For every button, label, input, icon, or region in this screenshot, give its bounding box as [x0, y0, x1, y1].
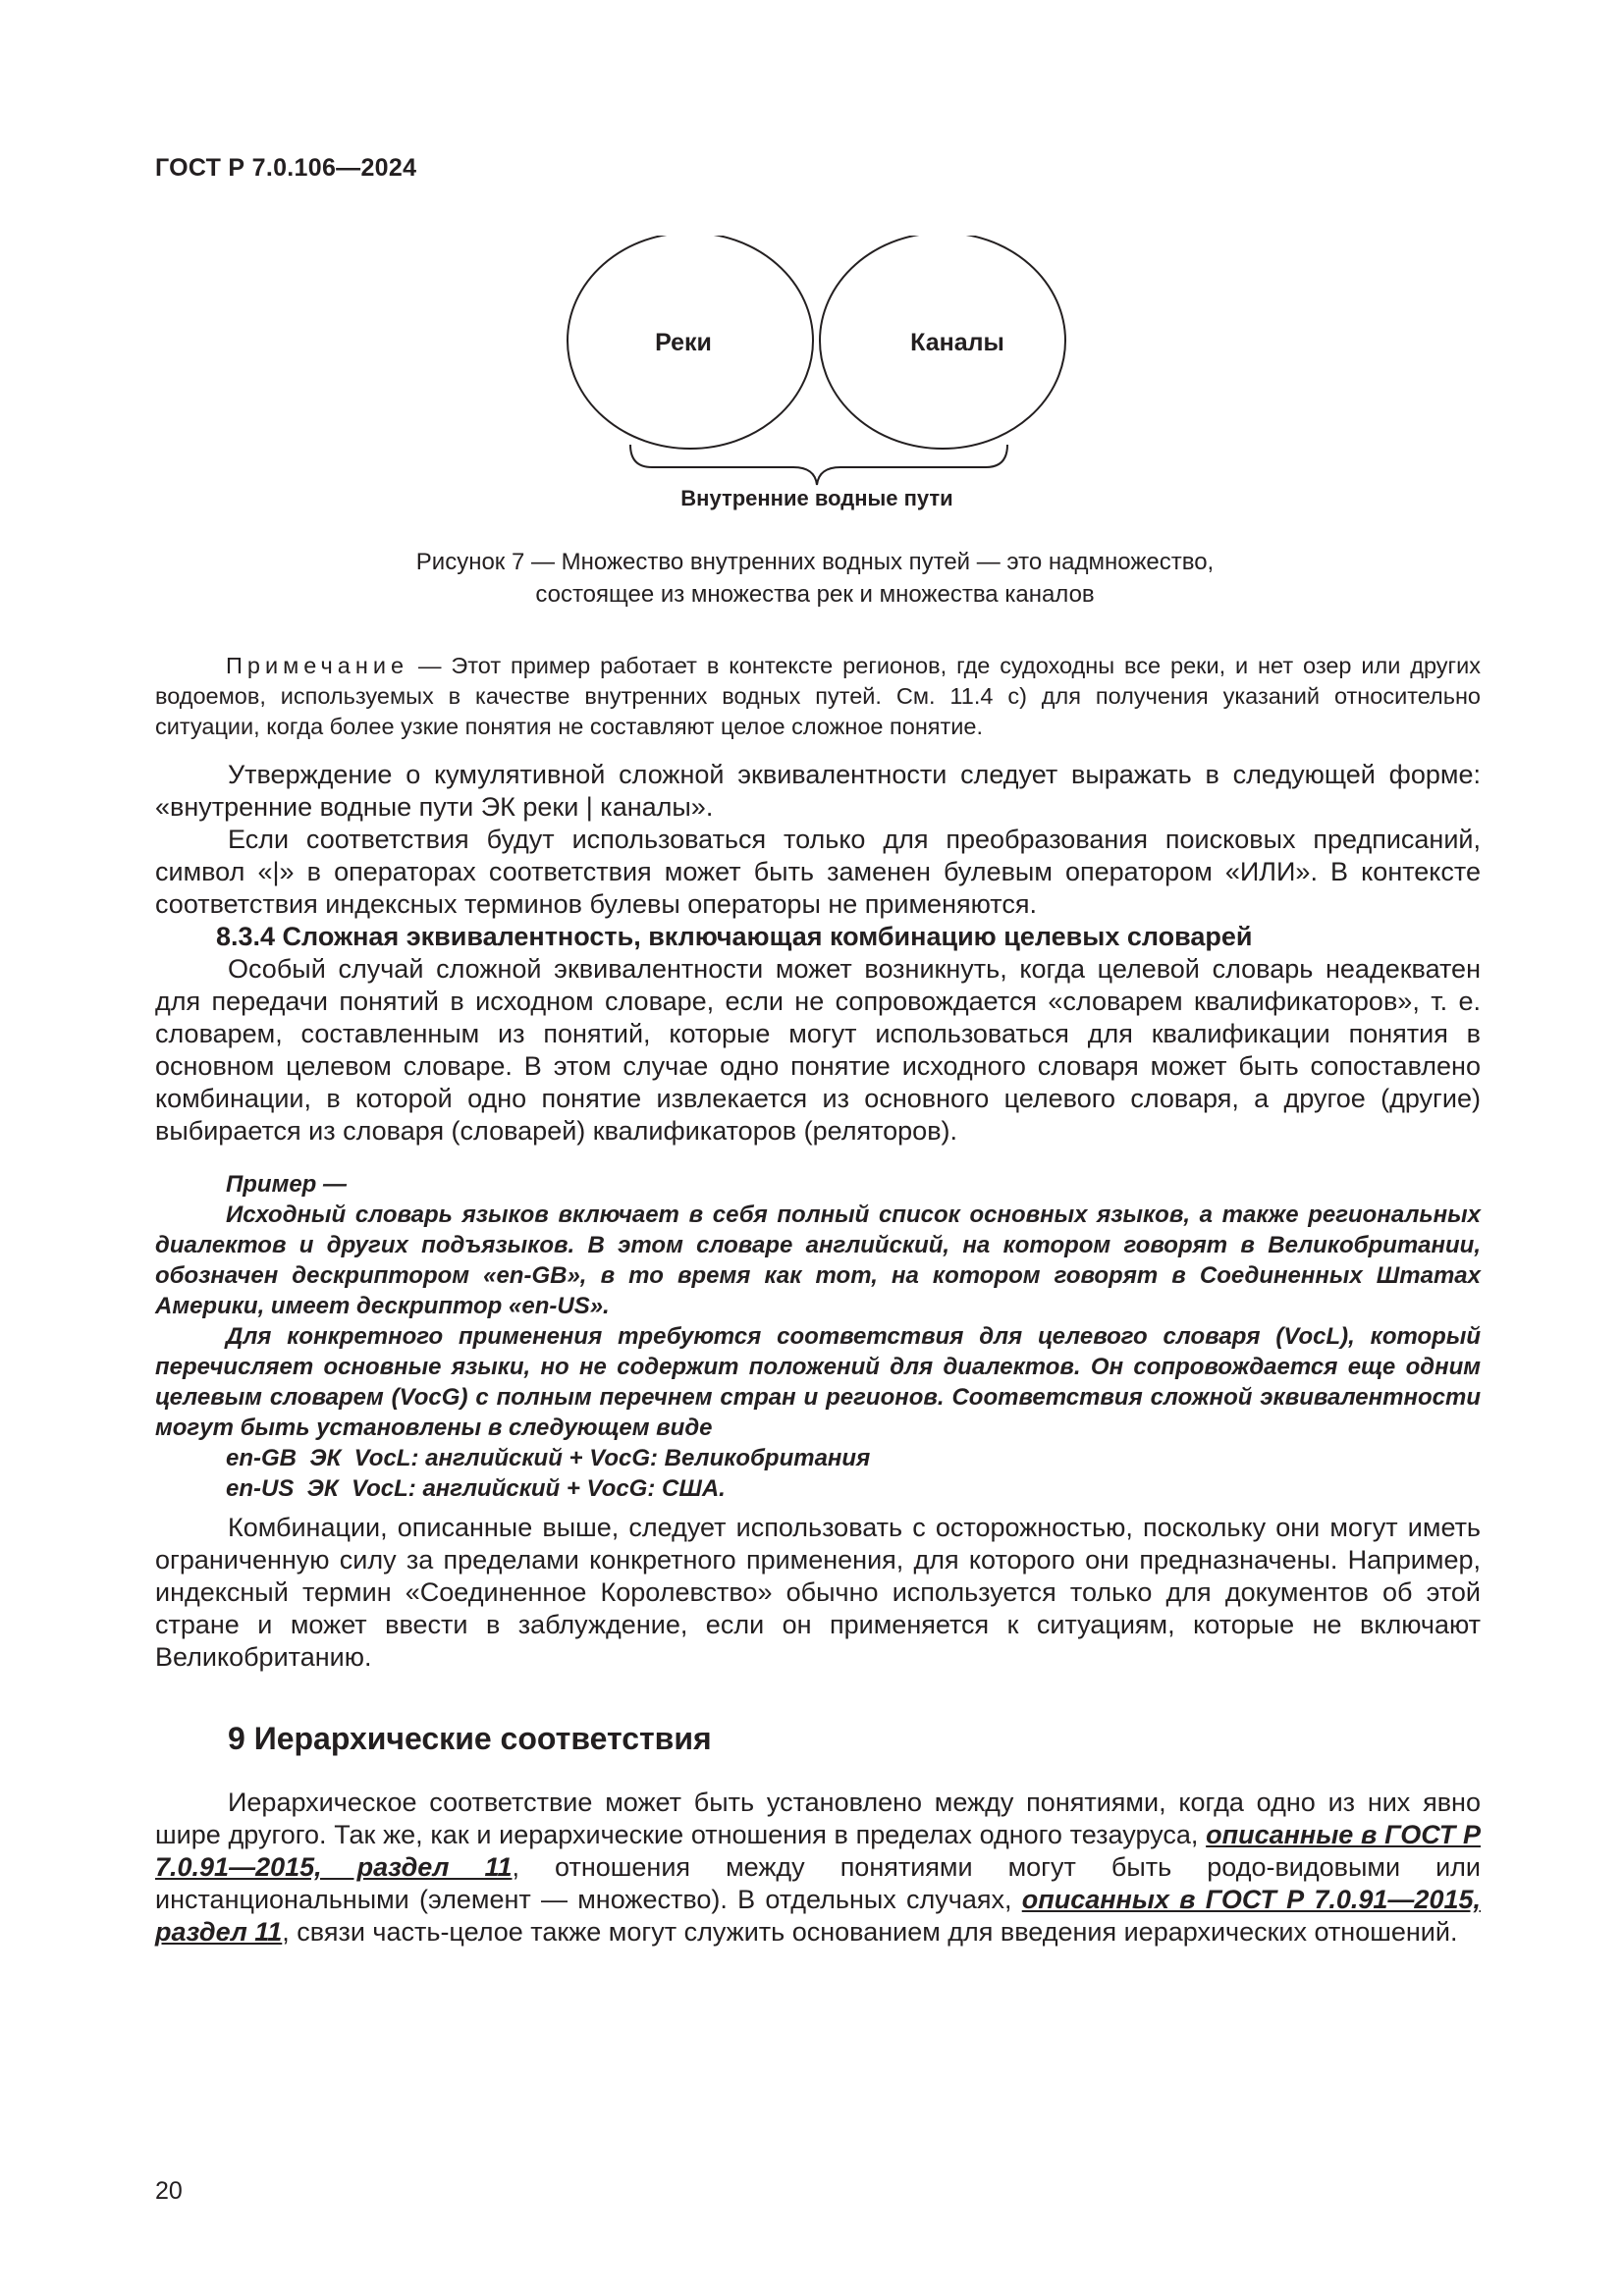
caption-line-2: состоящее из множества рек и множества каналов: [535, 581, 1095, 608]
example-paragraph-1: Исходный словарь языков включает в себя полный список основных языков, а также региональных диалектов и других подъязыков. В этом словаре английский, на котором говорят в Великобритании, обозначен дескриптором «en-GB», в то время как тот, на котором говорят в Соединенных Штатах Америки, имеет дескриптор «en-US».: [155, 1201, 1481, 1319]
rivers-label: Реки: [655, 329, 712, 356]
example-mapping-en-gb: en-GB ЭК VocL: английский + VocG: Великобритания: [226, 1445, 871, 1471]
section9-text-c: , связи часть-целое также могут служить основанием для введения иерархических отношений.: [282, 1917, 1458, 1947]
note-label: Примечание: [226, 653, 409, 678]
paragraph-cumulative-equivalence: Утверждение о кумулятивной сложной эквивалентности следует выражать в следующей форме: «внутренние водные пути ЭК реки | каналы».: [155, 760, 1481, 822]
body-after-example: [155, 1512, 1481, 1674]
paragraph-special-case: Особый случай сложной эквивалентности может возникнуть, когда целевой словарь неадекватен для передачи понятий в исходном словаре, если не сопровождается «словарем квалификаторов», т. е. словарем, составленным из понятий, которые могут использоваться для квалификации понятия в основном целевом словаре. В этом случае одно понятие исходного словаря может быть сопоставлено комбинации, в которой одно понятие извлекается из основного целевого словаря, а другое (другие) выбирается из словаря (словарей) квалификаторов (реляторов).: [155, 954, 1481, 1146]
example-block: [155, 1169, 1481, 1504]
inland-waterways-label: Внутренние водные пути: [680, 486, 953, 510]
note-text: — Этот пример работает в контексте регионов, где судоходны все реки, и нет озер или других водоемов, используемых в качестве внутренних водных путей. См. 11.4 с) для получения указаний относительно ситуации, когда более узкие понятия не составляют целое сложное понятие.: [155, 653, 1481, 739]
body-section-8-3: [155, 759, 1481, 1148]
canals-label: Каналы: [910, 329, 1004, 356]
page-number: 20: [155, 2177, 183, 2205]
subsection-heading-8-3-4: 8.3.4 Сложная эквивалентность, включающая комбинацию целевых словарей: [216, 922, 1253, 951]
grouping-brace: [630, 445, 1007, 485]
figure-caption: [295, 546, 1335, 611]
reference-link-gost-2[interactable]: описанных в ГОСТ Р 7.0.91—2015, раздел 11: [155, 1885, 1481, 1947]
body-section-9: [155, 1787, 1481, 1949]
example-paragraph-2: Для конкретного применения требуются соответствия для целевого словаря (VocL), который перечисляет основные языки, но не содержит положений для диалектов. Он сопровождается еще одним целевым словарем (VocG) с полным перечнем стран и регионов. Соответствия сложной эквивалентности могут быть установлены в следующем виде: [155, 1323, 1481, 1441]
reference-link-gost-1[interactable]: описанные в ГОСТ Р 7.0.91—2015, раздел 11: [155, 1820, 1481, 1882]
figure-7-diagram: [550, 236, 1080, 520]
note-block: [155, 651, 1481, 742]
section-9-heading: 9 Иерархические соответствия: [228, 1721, 712, 1756]
example-label: Пример —: [226, 1171, 348, 1198]
section9-text-b: , отношения между понятиями могут быть родо-видовыми или инстанциональными (элемент — множество). В отдельных случаях,: [155, 1852, 1482, 1914]
paragraph-search-transformation: Если соответствия будут использоваться только для преобразования поисковых предписаний, символ «|» в операторах соответствия может быть заменен булевым оператором «ИЛИ». В контексте соответствия индексных терминов булевы операторы не применяются.: [155, 825, 1481, 919]
paragraph-combinations-caution: Комбинации, описанные выше, следует использовать с осторожностью, поскольку они могут иметь ограниченную силу за пределами конкретного применения, для которого они предназначены. Например, индексный термин «Соединенное Королевство» обычно используется только для документов об этой стране и может ввести в заблуждение, если он применяется к ситуациям, которые не включают Великобританию.: [155, 1513, 1481, 1672]
venn-diagram: [550, 236, 1080, 520]
section9-text-a: Иерархическое соответствие может быть установлено между понятиями, когда одно из них явно шире другого. Так же, как и иерархические отношения в пределах одного тезауруса,: [155, 1788, 1481, 1849]
paragraph-hierarchical-mapping: [155, 1787, 1481, 1949]
example-mapping-en-us: en-US ЭК VocL: английский + VocG: США.: [226, 1475, 726, 1502]
caption-line-1: Рисунок 7 — Множество внутренних водных путей — это надмножество,: [415, 549, 1215, 575]
document-header: ГОСТ Р 7.0.106—2024: [155, 154, 417, 182]
